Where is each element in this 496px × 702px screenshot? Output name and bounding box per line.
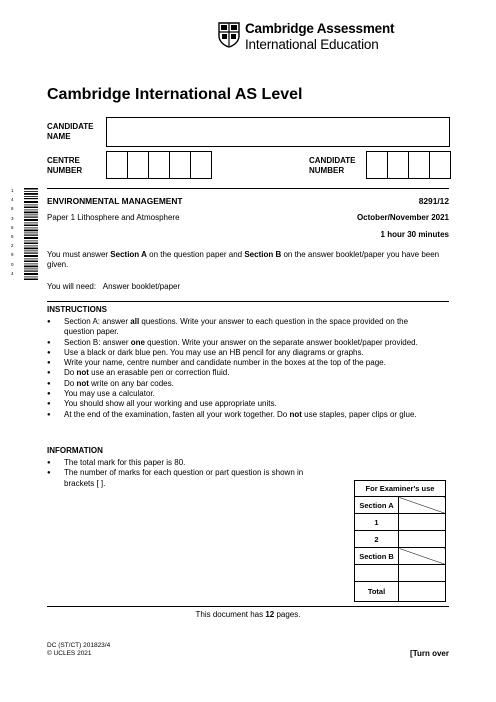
candidate-number-label: CANDIDATE NUMBER [309,156,356,175]
candidate-number-cell[interactable] [367,152,387,178]
logo-wordmark [245,21,394,53]
page-count-text: This document has [195,610,266,619]
instruction-item: ● Do not use an erasable pen or correction fluid. [47,368,439,378]
answer-text-part: You must answer [47,250,111,259]
examiner-mark-cell[interactable] [399,514,446,531]
need-label: You will need: [47,282,97,291]
examiner-mark-cell[interactable] [399,565,446,582]
instruction-item: ● Section B: answer one question. Write your answer on the separate answer booklet/paper provided. [47,338,439,348]
section-b-ref: Section B [244,250,282,259]
instruction-item: ● Section A: answer all questions. Write your answer to each question in the space provided on the question paper. [47,317,439,338]
document-reference [47,642,110,658]
barcode [20,188,38,280]
copyright: © UCLES 2021 [47,650,92,657]
exam-duration: 1 hour 30 minutes [380,230,449,239]
cambridge-shield-logo-icon [218,22,240,48]
exam-session: October/November 2021 [356,213,449,222]
instruction-item: ● You should show all your working and use appropriate units. [47,399,439,409]
logo-line-1: Cambridge Assessment [245,21,395,36]
information-item: ● The number of marks for each question or part question is shown in brackets [ ]. [47,468,319,489]
paper-title: Paper 1 Lithosphere and Atmosphere [47,213,180,222]
instruction-item: ● Write your name, centre number and candidate number in the boxes at the top of the page. [47,358,439,368]
candidate-name-field[interactable] [106,117,450,147]
need-value: Answer booklet/paper [102,282,181,291]
centre-number-field[interactable] [106,151,212,179]
footer-divider [47,606,449,607]
examiner-use-table [354,480,446,602]
instruction-item: ● At the end of the examination, fasten all your work together. Do not use staples, paper clips or glue. [47,410,439,420]
centre-number-cell[interactable] [190,152,211,178]
answer-text-part: on the answer booklet/paper you have been given. [47,250,440,269]
you-will-need [47,282,180,292]
candidate-name-label: CANDIDATE NAME [47,122,94,141]
examiner-row-label [355,565,399,582]
examiner-table-header: For Examiner's use [355,481,446,497]
instructions-list [47,317,439,420]
instruction-item: ● Use a black or dark blue pen. You may use an HB pencil for any diagrams or graphs. [47,348,439,358]
candidate-number-cell[interactable] [429,152,450,178]
section-a-ref: Section A [110,250,147,259]
information-heading: INFORMATION [47,446,103,455]
page-count [0,610,496,620]
instructions-heading: INSTRUCTIONS [47,305,107,314]
candidate-number-cell[interactable] [387,152,408,178]
turn-over: [Turn over [410,649,449,658]
examiner-row-label: Total [355,582,399,602]
barcode-icon [20,188,38,280]
header-divider [47,188,449,189]
examiner-row-label: 1 [355,514,399,531]
examiner-row-label: Section A [355,497,399,514]
subject-name: ENVIRONMENTAL MANAGEMENT [47,196,183,206]
centre-number-cell[interactable] [107,152,127,178]
examiner-row-label: 2 [355,531,399,548]
examiner-mark-cell-disabled [399,497,446,514]
examiner-mark-cell[interactable] [399,531,446,548]
qualification-title: Cambridge International AS Level [47,86,303,103]
page-count-number: 12 [265,610,275,619]
instruction-item: ● You may use a calculator. [47,389,439,399]
information-item: ● The total mark for this paper is 80. [47,458,319,468]
examiner-row-label: Section B [355,548,399,565]
centre-number-cell[interactable] [169,152,190,178]
answer-text-part: on the question paper and [146,250,245,259]
syllabus-code: 8291/12 [418,196,449,206]
centre-number-cell[interactable] [127,152,148,178]
candidate-number-field[interactable] [366,151,451,179]
information-list [47,458,319,489]
instruction-item: ● Do not write on any bar codes. [47,379,439,389]
examiner-mark-cell-disabled [399,548,446,565]
barcode-number: 1 4 6 3 6 5 2 9 0 4 [11,188,14,276]
section-divider [47,301,449,302]
centre-number-cell[interactable] [148,152,169,178]
page-count-text: pages. [274,610,301,619]
centre-number-label: CENTRE NUMBER [47,156,83,175]
candidate-number-cell[interactable] [408,152,429,178]
logo-line-2: International Education [245,37,379,52]
doc-ref: DC (ST/CT) 201823/4 [47,642,111,649]
examiner-total-cell[interactable] [399,582,446,602]
answer-instructions [47,250,447,270]
